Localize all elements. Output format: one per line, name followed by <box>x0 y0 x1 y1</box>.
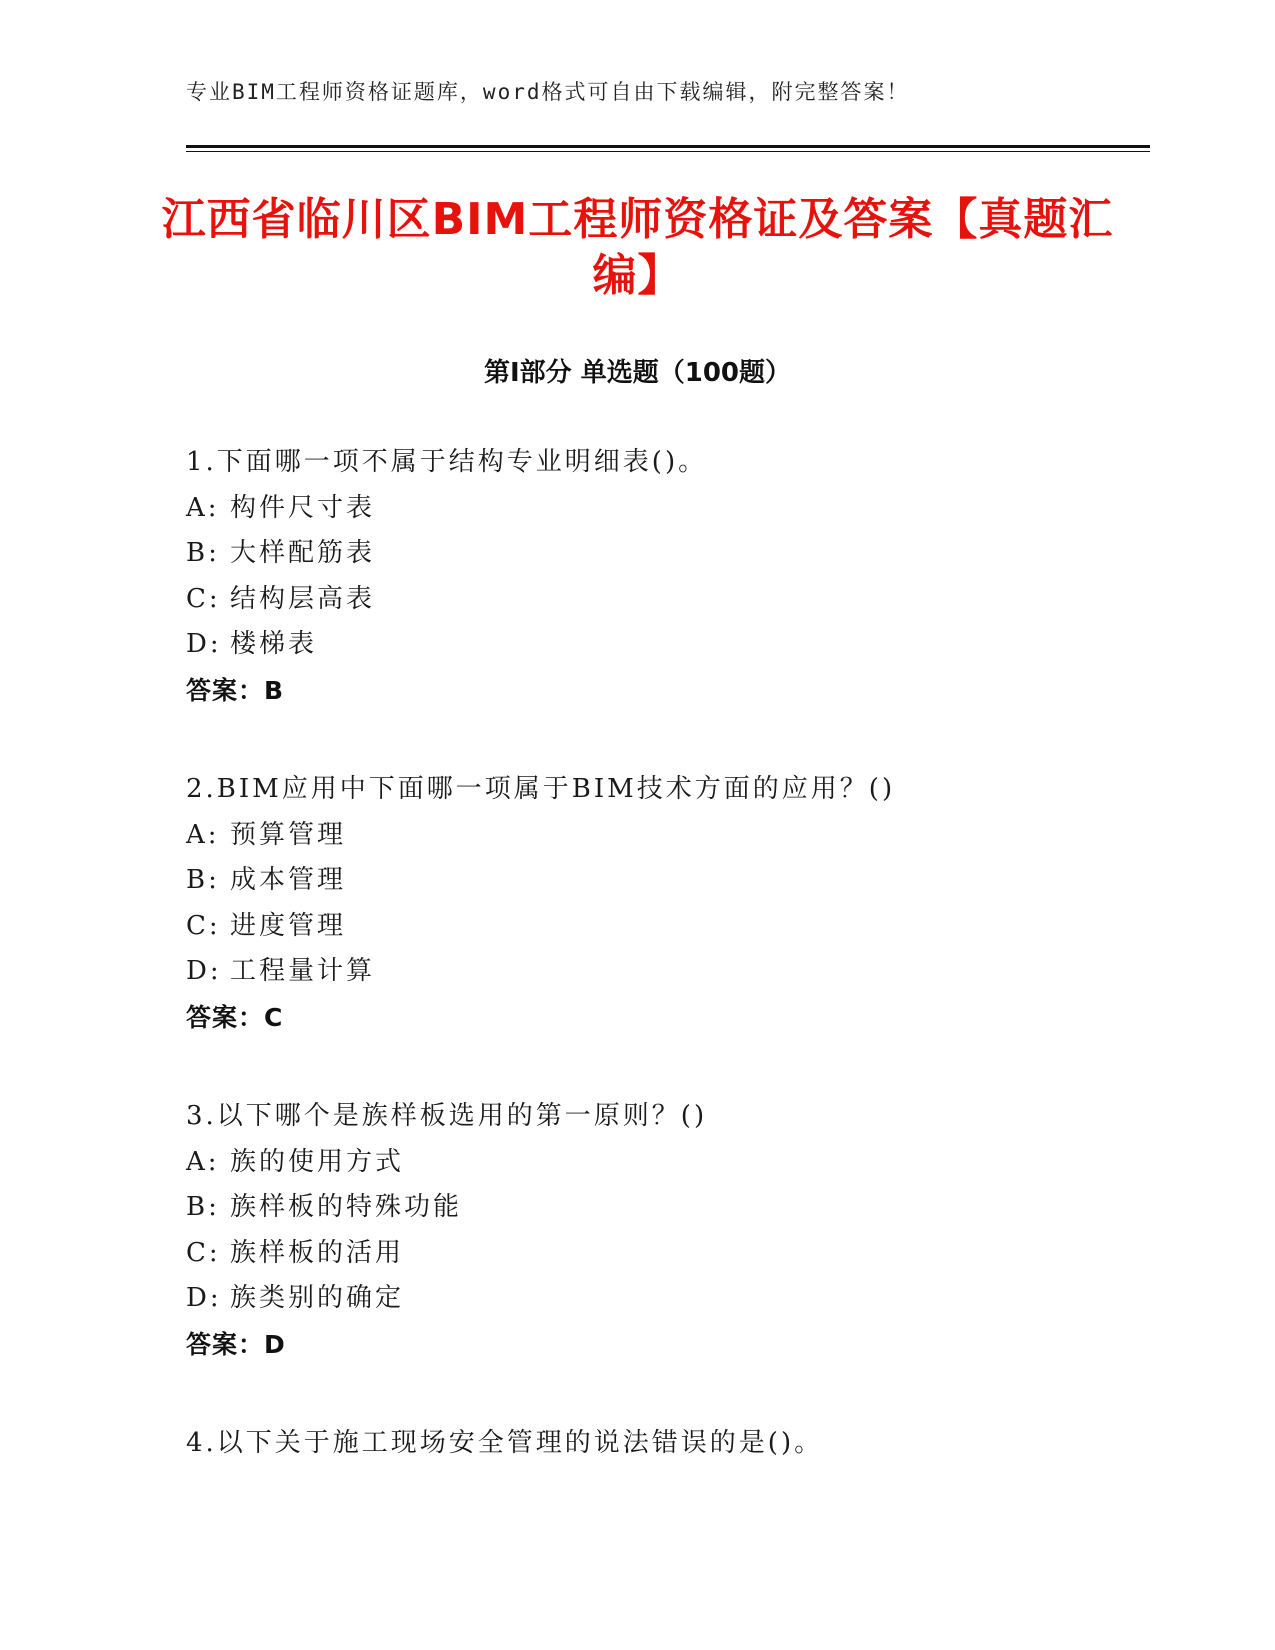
option-text: 进度管理 <box>230 910 347 941</box>
option-key: A: <box>186 1146 220 1177</box>
option-text: 成本管理 <box>230 865 347 895</box>
header-note: 专业BIM工程师资格证题库，word格式可自由下载编辑，附完整答案！ <box>186 80 910 104</box>
header-rule-thick <box>186 145 1150 148</box>
option-b <box>186 531 1146 577</box>
document-title: 江西省临川区BIM工程师资格证及答案【真题汇编】 <box>161 194 1114 301</box>
option-a <box>186 813 1146 859</box>
option-c <box>186 577 1146 623</box>
option-d <box>186 949 1146 995</box>
question-4 <box>186 1421 1146 1467</box>
option-a <box>186 486 1146 532</box>
option-d <box>186 1276 1146 1322</box>
option-text: 族的使用方式 <box>230 1146 405 1177</box>
option-key: B: <box>186 1192 220 1222</box>
question-stem: 4.以下关于施工现场安全管理的说法错误的是()。 <box>186 1428 824 1458</box>
option-text: 结构层高表 <box>230 583 376 614</box>
section-heading: 第Ⅰ部分 单选题（100题） <box>484 358 791 388</box>
option-text: 工程量计算 <box>230 956 376 986</box>
option-key: C: <box>186 1237 221 1268</box>
option-key: B: <box>186 865 220 895</box>
header-rule-thin <box>186 151 1150 152</box>
option-key: A: <box>186 819 220 850</box>
option-a <box>186 1140 1146 1186</box>
option-key: A: <box>186 492 220 523</box>
option-key: C: <box>186 910 221 941</box>
option-b <box>186 858 1146 904</box>
option-text: 族样板的特殊功能 <box>230 1192 463 1222</box>
question-stem: 3.以下哪个是族样板选用的第一原则？() <box>186 1101 708 1131</box>
question-3 <box>186 1094 1146 1367</box>
option-text: 预算管理 <box>230 819 347 850</box>
answer-line: 答案：C <box>186 1002 284 1032</box>
answer-line: 答案：B <box>186 675 285 705</box>
option-text: 大样配筋表 <box>230 538 376 568</box>
option-c <box>186 904 1146 950</box>
option-b <box>186 1185 1146 1231</box>
option-key: D: <box>186 956 222 986</box>
answer-line: 答案：D <box>186 1329 286 1359</box>
option-key: B: <box>186 538 220 568</box>
question-stem: 2.BIM应用中下面哪一项属于BIM技术方面的应用？() <box>186 774 896 804</box>
option-c <box>186 1231 1146 1277</box>
option-key: D: <box>186 629 222 659</box>
option-key: C: <box>186 583 221 614</box>
question-2 <box>186 767 1146 1040</box>
option-text: 楼梯表 <box>230 629 318 659</box>
option-text: 族类别的确定 <box>230 1283 405 1313</box>
question-list <box>186 440 1146 1521</box>
option-text: 构件尺寸表 <box>230 492 376 523</box>
option-key: D: <box>186 1283 222 1313</box>
option-d <box>186 622 1146 668</box>
option-text: 族样板的活用 <box>230 1237 405 1268</box>
question-stem: 1.下面哪一项不属于结构专业明细表()。 <box>186 447 708 477</box>
question-1 <box>186 440 1146 713</box>
